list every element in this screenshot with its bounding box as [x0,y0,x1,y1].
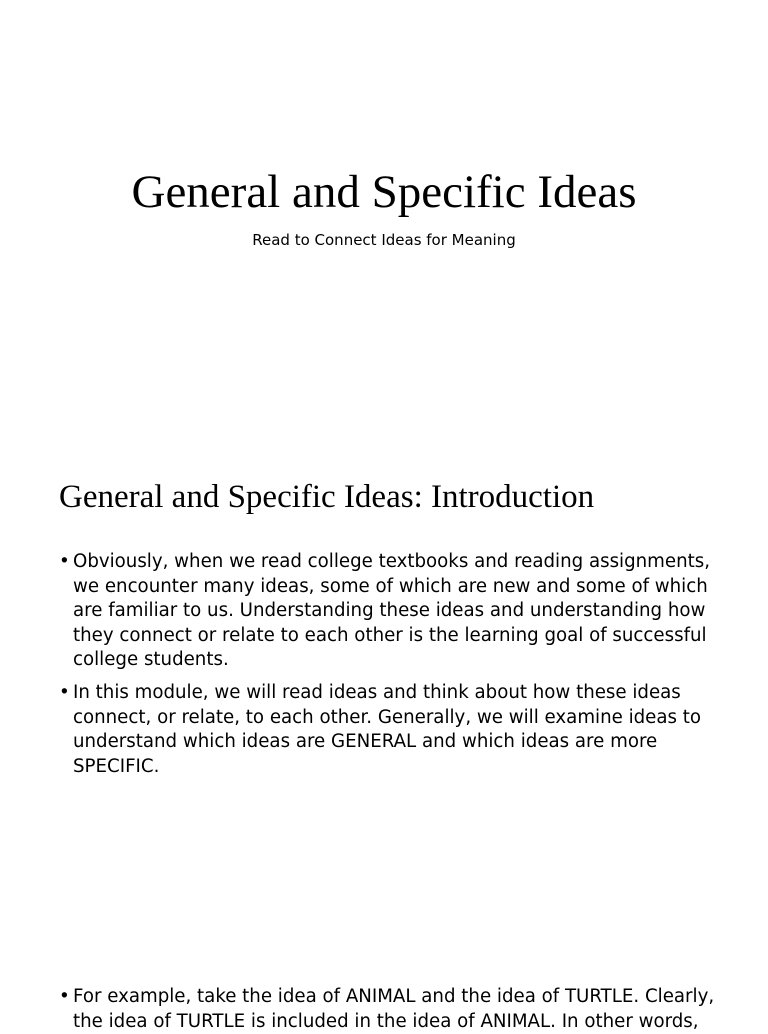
section-heading: General and Specific Ideas: Introduction [59,475,594,519]
bullet-text-line: they connect or relate to each other is the learning goal of successful [73,624,739,649]
bullet-text-line: SPECIFIC. [73,755,739,780]
bullet-text-line: For example, take the idea of ANIMAL and the idea of TURTLE. Clearly, [73,985,739,1010]
bullet-text-line: In this module, we will read ideas and think about how these ideas [73,681,739,706]
bullet-icon: • [59,985,70,1010]
slide-title: General and Specific Ideas [0,162,768,222]
bullet-item [59,681,739,779]
bullet-item [59,985,739,1034]
bullet-icon: • [59,550,70,575]
bullet-item [59,550,739,673]
bullet-text-line: college students. [73,648,739,673]
bullet-text-line: we encounter many ideas, some of which are new and some of which [73,575,739,600]
bullet-text-line: the idea of TURTLE is included in the idea of ANIMAL. In other words, [73,1010,739,1034]
bullet-text-line: understand which ideas are GENERAL and which ideas are more [73,730,739,755]
slide-subtitle: Read to Connect Ideas for Meaning [0,229,768,251]
bullet-text-line: Obviously, when we read college textbooks and reading assignments, [73,550,739,575]
bullet-text-line: are familiar to us. Understanding these ideas and understanding how [73,599,739,624]
bullet-text-line: connect, or relate, to each other. Generally, we will examine ideas to [73,706,739,731]
bullet-icon: • [59,681,70,706]
